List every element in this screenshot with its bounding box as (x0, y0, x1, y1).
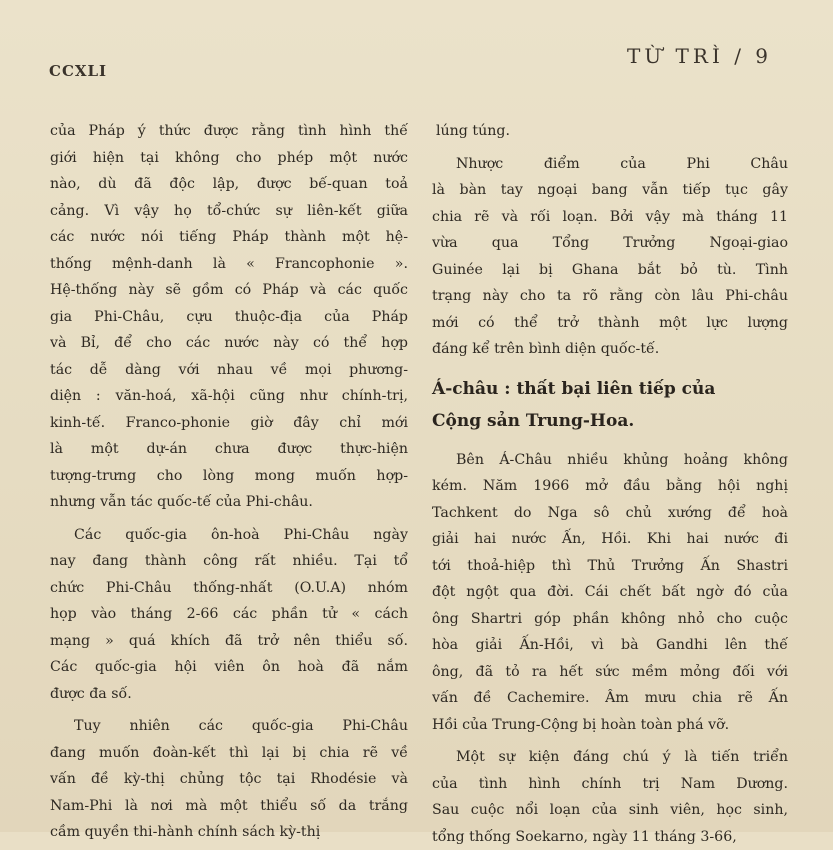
text-line: đang muốn đoàn-kết thì lại bị chia rẽ về (50, 740, 408, 767)
text-line: ông Shartri góp phần không nhỏ cho cuộc (432, 606, 788, 633)
text-line: nào, dù đã độc lập, được bế-quan toả (50, 171, 408, 198)
text-line: Tachkent do Nga sô chủ xướng để hoà (432, 500, 788, 527)
text-line: Bên Á-Châu nhiều khủng hoảng không (432, 447, 788, 474)
text-line: trạng này cho ta rõ rằng còn lâu Phi-châu (432, 283, 788, 310)
text-line: mới có thể trở thành một lực lượng (432, 310, 788, 337)
text-line: tổng thống Soekarno, ngày 11 tháng 3-66, (432, 824, 788, 850)
text-line: cầm quyền thi-hành chính sách kỳ-thị (50, 819, 408, 846)
text-line: tác dễ dàng với nhau về mọi phương- (50, 357, 408, 384)
text-line: vấn đề kỳ-thị chủng tộc tại Rhodésie và (50, 766, 408, 793)
text-line: tượng-trưng cho lòng mong muốn hợp- (50, 463, 408, 490)
text-line: vừa qua Tổng Trưởng Ngoại-giao (432, 230, 788, 257)
text-line: Sau cuộc nổi loạn của sinh viên, học sinh, (432, 797, 788, 824)
text-line: gia Phi-Châu, cựu thuộc-địa của Pháp (50, 304, 408, 331)
text-line: giải hai nước Ấn, Hồi. Khi hai nước đi (432, 526, 788, 553)
text-line: Nam-Phi là nơi mà một thiểu số da trắng (50, 793, 408, 820)
text-line: của Pháp ý thức được rằng tình hình thế (50, 118, 408, 145)
running-header: TỪ TRÌ / 9 (627, 44, 772, 68)
text-line: cảng. Vì vậy họ tổ-chức sự liên-kết giữa (50, 198, 408, 225)
text-line: lúng túng. (432, 118, 788, 145)
text-line: họp vào tháng 2-66 các phần tử « cách (50, 601, 408, 628)
text-line: các nước nói tiếng Pháp thành một hệ- (50, 224, 408, 251)
text-line: hòa giải Ấn-Hồi, vì bà Gandhi lên thế (432, 632, 788, 659)
text-line: Guinée lại bị Ghana bắt bỏ tù. Tình (432, 257, 788, 284)
left-column (50, 118, 408, 846)
text-line: Tuy nhiên các quốc-gia Phi-Châu (50, 713, 408, 740)
heading-gap (432, 437, 788, 447)
text-line: nhưng vẫn tác quốc-tế của Phi-châu. (50, 489, 408, 516)
page-number: CCXLI (49, 62, 107, 80)
text-line: nay đang thành công rất nhiều. Tại tổ (50, 548, 408, 575)
text-line: Hệ-thống này sẽ gồm có Pháp và các quốc (50, 277, 408, 304)
text-line: kinh-tế. Franco-phonie giờ đây chỉ mới (50, 410, 408, 437)
text-line: được đa số. (50, 681, 408, 708)
text-line: của tình hình chính trị Nam Dương. (432, 771, 788, 798)
text-line: Các quốc-gia ôn-hoà Phi-Châu ngày (50, 522, 408, 549)
text-line: đột ngột qua đời. Cái chết bất ngờ đó của (432, 579, 788, 606)
text-line: thống mệnh-danh là « Francophonie ». (50, 251, 408, 278)
text-line: Một sự kiện đáng chú ý là tiến triển (432, 744, 788, 771)
text-line: và Bỉ, để cho các nước này có thể hợp (50, 330, 408, 357)
text-line: tới thoả-hiệp thì Thủ Trưởng Ấn Shastri (432, 553, 788, 580)
text-line: là một dự-án chưa được thực-hiện (50, 436, 408, 463)
text-line: chức Phi-Châu thống-nhất (O.U.A) nhóm (50, 575, 408, 602)
right-column (432, 118, 788, 850)
text-line: Hồi của Trung-Cộng bị hoàn toàn phá vỡ. (432, 712, 788, 739)
text-line: Nhược điểm của Phi Châu (432, 151, 788, 178)
section-heading: Cộng sản Trung-Hoa. (432, 405, 788, 437)
text-line: đáng kể trên bình diện quốc-tế. (432, 336, 788, 363)
text-line: Các quốc-gia hội viên ôn hoà đã nắm (50, 654, 408, 681)
text-line: mạng » quá khích đã trở nên thiểu số. (50, 628, 408, 655)
section-heading: Á-châu : thất bại liên tiếp của (432, 373, 788, 405)
heading-gap (432, 363, 788, 373)
text-line: ông, đã tỏ ra hết sức mềm mỏng đối với (432, 659, 788, 686)
text-line: kém. Năm 1966 mở đầu bằng hội nghị (432, 473, 788, 500)
text-line: giới hiện tại không cho phép một nước (50, 145, 408, 172)
text-line: vấn đề Cachemire. Âm mưu chia rẽ Ấn (432, 685, 788, 712)
text-line: diện : văn-hoá, xã-hội cũng như chính-trị, (50, 383, 408, 410)
text-line: là bàn tay ngoại bang vẫn tiếp tục gây (432, 177, 788, 204)
text-line: chia rẽ và rối loạn. Bởi vậy mà tháng 11 (432, 204, 788, 231)
